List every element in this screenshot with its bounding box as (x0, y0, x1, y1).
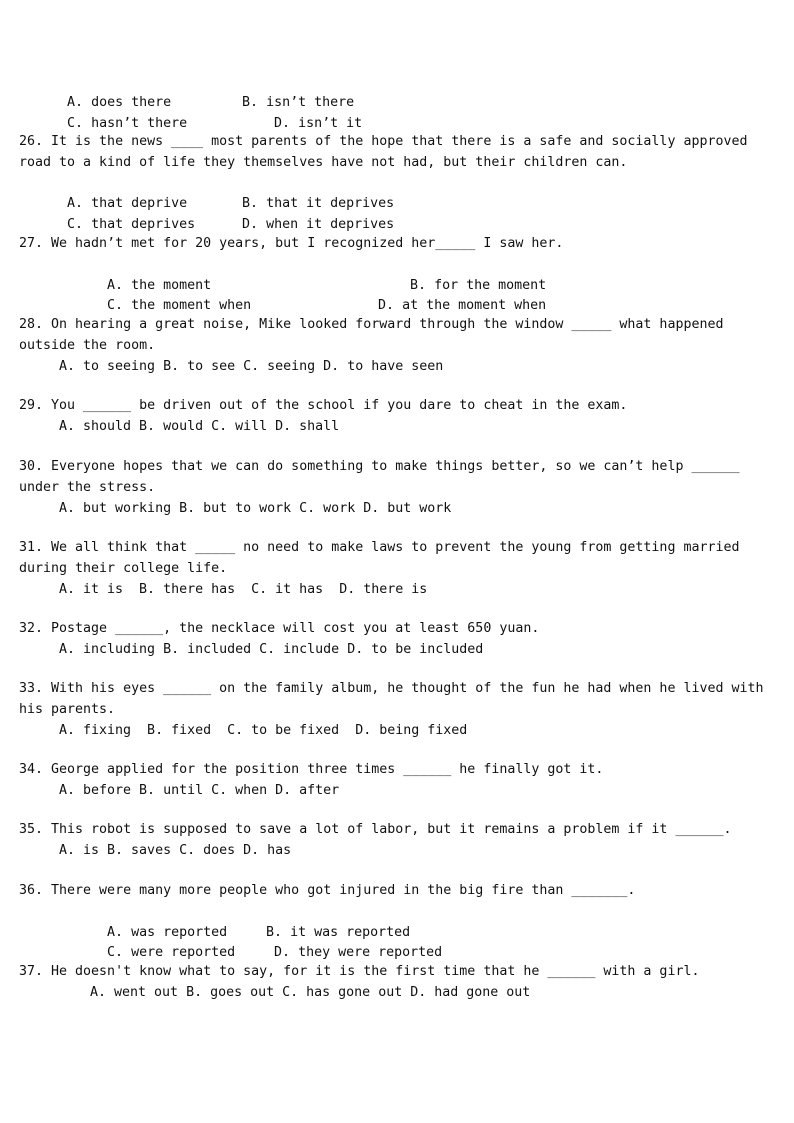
question-stem: 31. We all think that _____ no need to make laws to prevent the young from getting married during their college life. (19, 540, 740, 576)
question-options: A. before B. until C. when D. after (59, 782, 340, 798)
carryover-options (19, 72, 781, 131)
question-32 (19, 619, 781, 661)
question-31 (19, 538, 781, 600)
question-29 (19, 396, 781, 438)
option-a: A. that deprive (67, 196, 188, 212)
option-c: C. the moment when (107, 298, 252, 314)
question-27 (19, 234, 781, 314)
option-c: C. were reported (107, 945, 236, 961)
option-b: B. that it deprives (242, 196, 395, 212)
question-stem: 28. On hearing a great noise, Mike looked forward through the window _____ what happened outside the room. (19, 317, 724, 353)
question-35 (19, 820, 781, 862)
question-stem: 33. With his eyes ______ on the family album, he thought of the fun he had when he lived with his parents. (19, 681, 764, 717)
question-stem: 30. Everyone hopes that we can do something to make things better, so we can’t help ______ under the stress. (19, 459, 740, 495)
question-stem: 34. George applied for the position three times ______ he finally got it. (19, 762, 604, 777)
option-a: A. does there (67, 94, 172, 110)
question-stem: 37. He doesn't know what to say, for it is the first time that he ______ with a girl. (19, 964, 700, 979)
question-options: A. to seeing B. to see C. seeing D. to have seen (59, 358, 444, 374)
question-options: A. it is B. there has C. it has D. there is (59, 581, 428, 597)
option-d: D. isn’t it (274, 115, 363, 131)
question-options: A. is B. saves C. does D. has (59, 842, 292, 858)
option-b: B. for the moment (410, 277, 547, 293)
question-stem: 27. We hadn’t met for 20 years, but I recognized her_____ I saw her. (19, 236, 564, 251)
option-d: D. at the moment when (378, 298, 547, 314)
question-options: A. should B. would C. will D. shall (59, 418, 340, 434)
question-26 (19, 132, 781, 233)
question-37 (19, 962, 781, 1004)
question-stem: 32. Postage ______, the necklace will cost you at least 650 yuan. (19, 621, 540, 636)
option-c: C. that deprives (67, 217, 196, 233)
option-b: B. it was reported (266, 924, 411, 940)
option-a: A. the moment (107, 277, 212, 293)
question-stem: 29. You ______ be driven out of the school if you dare to cheat in the exam. (19, 398, 628, 413)
question-stem: 26. It is the news ____ most parents of the hope that there is a safe and socially approved road to a kind of life they themselves have not had, but their children can. (19, 134, 748, 170)
question-28 (19, 315, 781, 377)
question-options: A. went out B. goes out C. has gone out D. had gone out (90, 984, 531, 1000)
question-options: A. fixing B. fixed C. to be fixed D. being fixed (59, 722, 468, 738)
option-b: B. isn’t there (242, 94, 355, 110)
question-stem: 35. This robot is supposed to save a lot of labor, but it remains a problem if it ______. (19, 822, 732, 837)
option-a: A. was reported (107, 924, 228, 940)
question-stem: 36. There were many more people who got injured in the big fire than _______. (19, 883, 636, 898)
question-36 (19, 881, 781, 961)
option-d: D. when it deprives (242, 217, 395, 233)
option-d: D. they were reported (274, 945, 443, 961)
option-c: C. hasn’t there (67, 115, 188, 131)
question-34 (19, 760, 781, 802)
question-30 (19, 457, 781, 519)
question-options: A. but working B. but to work C. work D. but work (59, 500, 452, 516)
question-options: A. including B. included C. include D. to be included (59, 641, 484, 657)
question-33 (19, 679, 781, 741)
